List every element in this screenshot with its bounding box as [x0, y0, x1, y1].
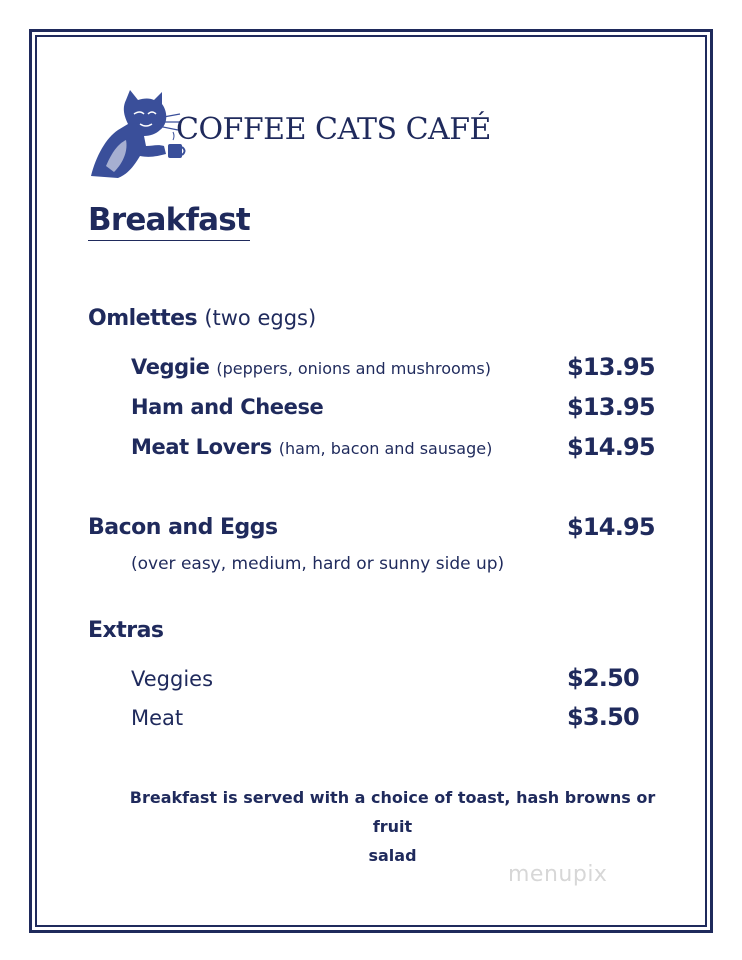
menu-item-veggie	[131, 355, 491, 379]
item-price: $14.95	[567, 433, 655, 461]
menu-item-ham-and-cheese	[131, 395, 323, 419]
footer-note-line-1: Breakfast is served with a choice of toast, hash browns or fruit	[129, 788, 656, 836]
item-description: (ham, bacon and sausage)	[278, 439, 493, 458]
item-name: Meat	[131, 706, 184, 730]
item-price: $2.50	[567, 664, 639, 692]
bacon-and-eggs-note: (over easy, medium, hard or sunny side up)	[131, 554, 505, 574]
brand-name: COFFEE CATS CAFÉ	[176, 112, 491, 147]
breakfast-served-note	[125, 783, 660, 870]
bacon-and-eggs-heading: Bacon and Eggs	[88, 515, 278, 540]
watermark-text: menupix	[508, 862, 608, 887]
item-description: (peppers, onions and mushrooms)	[216, 359, 491, 378]
item-name: Meat Lovers	[131, 435, 272, 459]
footer-note-line-2: salad	[368, 846, 417, 865]
item-name: Veggies	[131, 667, 214, 691]
menu-item-extra-veggies	[131, 667, 213, 691]
cat-logo-icon	[88, 86, 188, 180]
omlettes-heading-label: Omlettes	[88, 306, 198, 331]
item-name: Veggie	[131, 355, 210, 379]
omlettes-heading	[88, 306, 316, 331]
menu-title: Breakfast	[88, 202, 250, 241]
extras-heading: Extras	[88, 618, 164, 643]
item-price: $13.95	[567, 393, 655, 421]
item-price: $3.50	[567, 703, 639, 731]
menu-item-meat-lovers	[131, 435, 492, 459]
omlettes-note: (two eggs)	[204, 306, 317, 330]
menu-item-extra-meat	[131, 706, 183, 730]
item-price: $13.95	[567, 353, 655, 381]
bacon-and-eggs-price: $14.95	[567, 513, 655, 541]
item-name: Ham and Cheese	[131, 395, 324, 419]
